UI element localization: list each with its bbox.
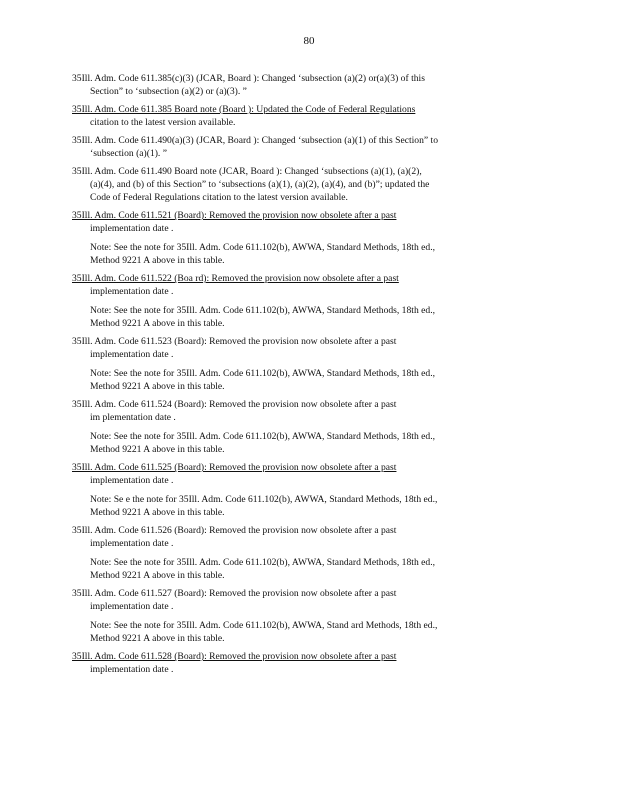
amendment-entry	[72, 272, 538, 330]
entry-citation: 35Ill. Adm. Code 611.490(a)(3) (JCAR, Board ): Changed ‘subsection (a)(1) of this Section” to	[72, 135, 439, 146]
page-number: 80	[303, 35, 315, 47]
entry-note: Method 9221 A above in this table.	[90, 381, 225, 392]
entry-continuation: ‘subsection (a)(1). ”	[90, 148, 167, 159]
amendment-entry	[72, 524, 538, 582]
entry-citation: 35Ill. Adm. Code 611.522 (Boa rd): Removed the provision now obsolete after a past	[72, 273, 399, 284]
entry-continuation: implementation date .	[90, 475, 174, 486]
entry-citation: 35Ill. Adm. Code 611.526 (Board): Removed the provision now obsolete after a past	[72, 525, 397, 536]
amendment-entry	[72, 587, 538, 645]
entry-citation: 35Ill. Adm. Code 611.523 (Board): Removed the provision now obsolete after a past	[72, 336, 397, 347]
entry-citation: 35Ill. Adm. Code 611.528 (Board): Removed the provision now obsolete after a past	[72, 651, 397, 662]
amendment-entry	[72, 72, 538, 98]
amendment-entry	[72, 134, 538, 160]
entry-citation: 35Ill. Adm. Code 611.521 (Board): Removed the provision now obsolete after a past	[72, 210, 397, 221]
entry-continuation: implementation date .	[90, 601, 174, 612]
entry-citation: 35Ill. Adm. Code 611.490 Board note (JCAR, Board ): Changed ‘subsections (a)(1), (a)(2),	[72, 166, 422, 177]
entry-citation: 35Ill. Adm. Code 611.527 (Board): Removed the provision now obsolete after a past	[72, 588, 397, 599]
entry-note: Note: Se e the note for 35Ill. Adm. Code 611.102(b), AWWA, Standard Methods, 18th ed.,	[90, 494, 438, 505]
entry-note: Note: See the note for 35Ill. Adm. Code 611.102(b), AWWA, Standard Methods, 18th ed.,	[90, 368, 435, 379]
entry-continuation: citation to the latest version available.	[90, 117, 236, 128]
entry-continuation: implementation date .	[90, 664, 174, 675]
entry-continuation: Code of Federal Regulations citation to the latest version available.	[90, 192, 348, 203]
entry-continuation: implementation date .	[90, 349, 174, 360]
entry-continuation: im plementation date .	[90, 412, 176, 423]
entry-note: Method 9221 A above in this table.	[90, 570, 225, 581]
entry-note: Method 9221 A above in this table.	[90, 444, 225, 455]
amendment-entry	[72, 650, 538, 676]
entry-note: Note: See the note for 35Ill. Adm. Code 611.102(b), AWWA, Stand ard Methods, 18th ed.,	[90, 620, 438, 631]
entry-note: Method 9221 A above in this table.	[90, 318, 225, 329]
entry-continuation: implementation date .	[90, 286, 174, 297]
entry-citation: 35Ill. Adm. Code 611.524 (Board): Removed the provision now obsolete after a past	[72, 399, 397, 410]
entry-citation: 35Ill. Adm. Code 611.525 (Board): Removed the provision now obsolete after a past	[72, 462, 397, 473]
amendment-entry	[72, 103, 538, 129]
entry-continuation: (a)(4), and (b) of this Section” to ‘subsections (a)(1), (a)(2), (a)(4), and (b)”; updated the	[90, 179, 430, 190]
entry-continuation: implementation date .	[90, 538, 174, 549]
amendment-entry	[72, 209, 538, 267]
amendment-entry	[72, 398, 538, 456]
entry-continuation: implementation date .	[90, 223, 174, 234]
amendment-list	[72, 72, 538, 681]
entry-note: Method 9221 A above in this table.	[90, 507, 225, 518]
amendment-entry	[72, 461, 538, 519]
entry-note: Note: See the note for 35Ill. Adm. Code 611.102(b), AWWA, Standard Methods, 18th ed.,	[90, 431, 435, 442]
amendment-entry	[72, 165, 538, 204]
entry-note: Method 9221 A above in this table.	[90, 255, 225, 266]
entry-citation: 35Ill. Adm. Code 611.385 Board note (Board ): Updated the Code of Federal Regulations	[72, 104, 416, 115]
entry-note: Note: See the note for 35Ill. Adm. Code 611.102(b), AWWA, Standard Methods, 18th ed.,	[90, 557, 435, 568]
amendment-entry	[72, 335, 538, 393]
entry-note: Note: See the note for 35Ill. Adm. Code 611.102(b), AWWA, Standard Methods, 18th ed.,	[90, 305, 435, 316]
entry-note: Method 9221 A above in this table.	[90, 633, 225, 644]
entry-note: Note: See the note for 35Ill. Adm. Code 611.102(b), AWWA, Standard Methods, 18th ed.,	[90, 242, 435, 253]
entry-continuation: Section” to ‘subsection (a)(2) or (a)(3). ”	[90, 86, 247, 97]
entry-citation: 35Ill. Adm. Code 611.385(c)(3) (JCAR, Board ): Changed ‘subsection (a)(2) or(a)(3) of this	[72, 73, 425, 84]
